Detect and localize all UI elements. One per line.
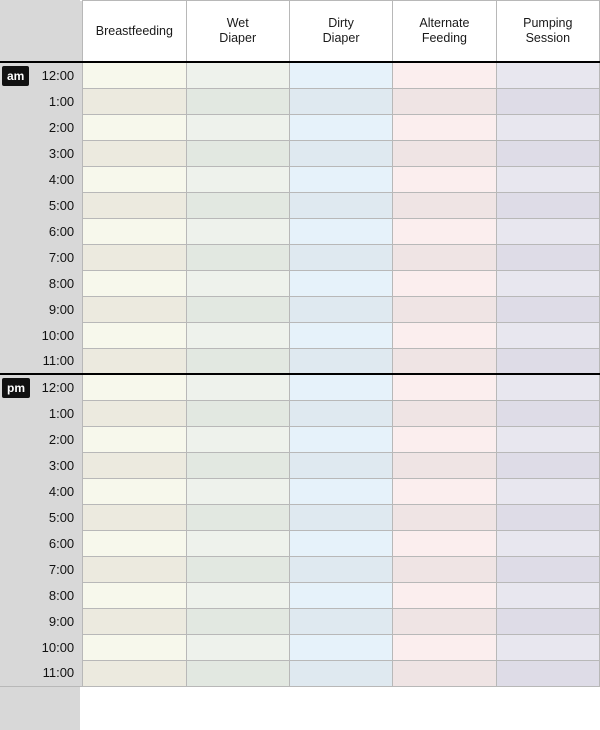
entry-cell-dirty-diaper[interactable] [289, 140, 392, 166]
entry-cell-breastfeeding[interactable] [83, 218, 186, 244]
entry-cell-dirty-diaper[interactable] [289, 556, 392, 582]
period-badge-cell [0, 660, 31, 686]
entry-cell-alternate-feeding[interactable] [393, 322, 496, 348]
entry-cell-dirty-diaper[interactable] [289, 374, 392, 400]
entry-cell-pumping-session[interactable] [496, 140, 599, 166]
period-badge-cell [0, 400, 31, 426]
entry-cell-wet-diaper[interactable] [186, 608, 289, 634]
period-badge-cell [0, 504, 31, 530]
entry-cell-alternate-feeding[interactable] [393, 270, 496, 296]
period-badge: am [2, 66, 29, 86]
entry-cell-wet-diaper[interactable] [186, 88, 289, 114]
entry-cell-wet-diaper[interactable] [186, 556, 289, 582]
entry-cell-alternate-feeding[interactable] [393, 608, 496, 634]
entry-cell-pumping-session[interactable] [496, 62, 599, 88]
entry-cell-wet-diaper[interactable] [186, 62, 289, 88]
entry-cell-breastfeeding[interactable] [83, 452, 186, 478]
period-badge-cell [0, 452, 31, 478]
table-row [0, 374, 600, 400]
entry-cell-pumping-session[interactable] [496, 400, 599, 426]
time-label: 7:00 [31, 244, 83, 270]
period-badge-cell [0, 88, 31, 114]
entry-cell-wet-diaper[interactable] [186, 400, 289, 426]
period-badge-cell [0, 530, 31, 556]
period-badge-cell [0, 348, 31, 374]
entry-cell-breastfeeding[interactable] [83, 88, 186, 114]
entry-cell-dirty-diaper[interactable] [289, 348, 392, 374]
table-row [0, 660, 600, 686]
table-row [0, 400, 600, 426]
table-row [0, 530, 600, 556]
entry-cell-dirty-diaper[interactable] [289, 400, 392, 426]
time-label: 10:00 [31, 322, 83, 348]
table-row [0, 322, 600, 348]
entry-cell-pumping-session[interactable] [496, 426, 599, 452]
time-label: 8:00 [31, 270, 83, 296]
entry-cell-breastfeeding[interactable] [83, 322, 186, 348]
entry-cell-alternate-feeding[interactable] [393, 114, 496, 140]
entry-cell-dirty-diaper[interactable] [289, 530, 392, 556]
entry-cell-dirty-diaper[interactable] [289, 166, 392, 192]
period-badge-cell [0, 634, 31, 660]
entry-cell-alternate-feeding[interactable] [393, 244, 496, 270]
entry-cell-pumping-session[interactable] [496, 634, 599, 660]
entry-cell-dirty-diaper[interactable] [289, 88, 392, 114]
period-badge-cell [0, 322, 31, 348]
entry-cell-breastfeeding[interactable] [83, 504, 186, 530]
period-badge-cell [0, 556, 31, 582]
column-header-breastfeeding-line-1: Breastfeeding [95, 23, 173, 38]
column-header-wet-diaper [186, 1, 289, 63]
entry-cell-pumping-session[interactable] [496, 504, 599, 530]
table-row [0, 218, 600, 244]
entry-cell-alternate-feeding[interactable] [393, 504, 496, 530]
entry-cell-breastfeeding[interactable] [83, 634, 186, 660]
entry-cell-pumping-session[interactable] [496, 218, 599, 244]
table-row [0, 452, 600, 478]
table-row [0, 244, 600, 270]
column-header-wet-diaper-line-1: Wet [226, 16, 249, 30]
entry-cell-breastfeeding[interactable] [83, 140, 186, 166]
header-corner-ampm [0, 1, 31, 63]
entry-cell-pumping-session[interactable] [496, 660, 599, 686]
entry-cell-pumping-session[interactable] [496, 244, 599, 270]
time-label: 4:00 [31, 166, 83, 192]
entry-cell-dirty-diaper[interactable] [289, 270, 392, 296]
time-label: 12:00 [31, 374, 83, 400]
entry-cell-pumping-session[interactable] [496, 270, 599, 296]
time-label: 1:00 [31, 88, 83, 114]
time-label: 9:00 [31, 296, 83, 322]
table-row [0, 270, 600, 296]
entry-cell-wet-diaper[interactable] [186, 426, 289, 452]
time-label: 5:00 [31, 504, 83, 530]
period-badge-cell [0, 218, 31, 244]
entry-cell-alternate-feeding[interactable] [393, 218, 496, 244]
entry-cell-alternate-feeding[interactable] [393, 192, 496, 218]
time-label: 6:00 [31, 218, 83, 244]
entry-cell-pumping-session[interactable] [496, 452, 599, 478]
table-row [0, 296, 600, 322]
table-row [0, 88, 600, 114]
time-label: 11:00 [31, 348, 83, 374]
time-label: 5:00 [31, 192, 83, 218]
period-badge-cell [0, 270, 31, 296]
entry-cell-alternate-feeding[interactable] [393, 530, 496, 556]
entry-cell-wet-diaper[interactable] [186, 270, 289, 296]
time-label: 9:00 [31, 608, 83, 634]
entry-cell-pumping-session[interactable] [496, 192, 599, 218]
table-row [0, 62, 600, 88]
entry-cell-alternate-feeding[interactable] [393, 452, 496, 478]
time-label: 12:00 [31, 62, 83, 88]
time-label: 7:00 [31, 556, 83, 582]
entry-cell-breastfeeding[interactable] [83, 426, 186, 452]
period-badge-cell [0, 426, 31, 452]
column-header-dirty-diaper-line-2: Diaper [322, 31, 360, 45]
entry-cell-pumping-session[interactable] [496, 166, 599, 192]
entry-cell-alternate-feeding[interactable] [393, 296, 496, 322]
entry-cell-breastfeeding[interactable] [83, 608, 186, 634]
entry-cell-wet-diaper[interactable] [186, 530, 289, 556]
entry-cell-wet-diaper[interactable] [186, 244, 289, 270]
period-badge-cell [0, 62, 31, 88]
entry-cell-wet-diaper[interactable] [186, 660, 289, 686]
table-row [0, 608, 600, 634]
entry-cell-dirty-diaper[interactable] [289, 322, 392, 348]
table-row [0, 114, 600, 140]
entry-cell-dirty-diaper[interactable] [289, 634, 392, 660]
entry-cell-breastfeeding[interactable] [83, 114, 186, 140]
table-row [0, 166, 600, 192]
period-badge-cell [0, 374, 31, 400]
entry-cell-dirty-diaper[interactable] [289, 608, 392, 634]
column-header-alternate-feeding [393, 1, 496, 63]
entry-cell-pumping-session[interactable] [496, 374, 599, 400]
entry-cell-breastfeeding[interactable] [83, 296, 186, 322]
entry-cell-breastfeeding[interactable] [83, 530, 186, 556]
entry-cell-breastfeeding[interactable] [83, 660, 186, 686]
table-row [0, 192, 600, 218]
column-header-dirty-diaper-line-1: Dirty [328, 16, 354, 30]
entry-cell-dirty-diaper[interactable] [289, 192, 392, 218]
column-header-wet-diaper-line-2: Diaper [219, 31, 257, 45]
entry-cell-wet-diaper[interactable] [186, 166, 289, 192]
period-badge-cell [0, 582, 31, 608]
header-row [0, 1, 600, 63]
entry-cell-pumping-session[interactable] [496, 348, 599, 374]
entry-cell-breastfeeding[interactable] [83, 192, 186, 218]
period-badge-cell [0, 244, 31, 270]
table-row [0, 582, 600, 608]
table-row [0, 426, 600, 452]
entry-cell-wet-diaper[interactable] [186, 114, 289, 140]
entry-cell-wet-diaper[interactable] [186, 322, 289, 348]
entry-cell-pumping-session[interactable] [496, 88, 599, 114]
entry-cell-breastfeeding[interactable] [83, 166, 186, 192]
entry-cell-alternate-feeding[interactable] [393, 140, 496, 166]
column-header-breastfeeding [83, 1, 186, 63]
entry-cell-wet-diaper[interactable] [186, 218, 289, 244]
period-badge-cell [0, 478, 31, 504]
entry-cell-pumping-session[interactable] [496, 478, 599, 504]
entry-cell-pumping-session[interactable] [496, 530, 599, 556]
entry-cell-alternate-feeding[interactable] [393, 374, 496, 400]
table-row [0, 556, 600, 582]
entry-cell-dirty-diaper[interactable] [289, 426, 392, 452]
entry-cell-alternate-feeding[interactable] [393, 348, 496, 374]
entry-cell-breastfeeding[interactable] [83, 348, 186, 374]
column-header-pumping-session-line-2: Session [525, 31, 571, 45]
time-label: 1:00 [31, 400, 83, 426]
entry-cell-alternate-feeding[interactable] [393, 478, 496, 504]
time-label: 4:00 [31, 478, 83, 504]
entry-cell-wet-diaper[interactable] [186, 582, 289, 608]
entry-cell-pumping-session[interactable] [496, 296, 599, 322]
table-header [0, 1, 600, 63]
table-row [0, 478, 600, 504]
entry-cell-dirty-diaper[interactable] [289, 504, 392, 530]
entry-cell-dirty-diaper[interactable] [289, 218, 392, 244]
entry-cell-wet-diaper[interactable] [186, 504, 289, 530]
period-badge-cell [0, 140, 31, 166]
column-header-pumping-session-line-1: Pumping [523, 16, 573, 30]
entry-cell-dirty-diaper[interactable] [289, 244, 392, 270]
time-label: 10:00 [31, 634, 83, 660]
entry-cell-pumping-session[interactable] [496, 582, 599, 608]
entry-cell-alternate-feeding[interactable] [393, 556, 496, 582]
time-label: 8:00 [31, 582, 83, 608]
entry-cell-wet-diaper[interactable] [186, 452, 289, 478]
entry-cell-dirty-diaper[interactable] [289, 452, 392, 478]
entry-cell-alternate-feeding[interactable] [393, 166, 496, 192]
entry-cell-dirty-diaper[interactable] [289, 114, 392, 140]
entry-cell-alternate-feeding[interactable] [393, 582, 496, 608]
entry-cell-pumping-session[interactable] [496, 556, 599, 582]
time-label: 3:00 [31, 452, 83, 478]
period-badge: pm [2, 378, 30, 398]
time-label: 11:00 [31, 660, 83, 686]
entry-cell-breastfeeding[interactable] [83, 244, 186, 270]
entry-cell-alternate-feeding[interactable] [393, 634, 496, 660]
entry-cell-pumping-session[interactable] [496, 608, 599, 634]
time-label: 2:00 [31, 426, 83, 452]
entry-cell-alternate-feeding[interactable] [393, 62, 496, 88]
time-label: 6:00 [31, 530, 83, 556]
entry-cell-breastfeeding[interactable] [83, 400, 186, 426]
table-row [0, 348, 600, 374]
column-header-alternate-feeding-line-1: Alternate [419, 16, 470, 30]
entry-cell-alternate-feeding[interactable] [393, 426, 496, 452]
entry-cell-wet-diaper[interactable] [186, 374, 289, 400]
table-body [0, 62, 600, 686]
table-row [0, 140, 600, 166]
entry-cell-wet-diaper[interactable] [186, 478, 289, 504]
entry-cell-wet-diaper[interactable] [186, 296, 289, 322]
entry-cell-dirty-diaper[interactable] [289, 582, 392, 608]
entry-cell-alternate-feeding[interactable] [393, 400, 496, 426]
entry-cell-alternate-feeding[interactable] [393, 660, 496, 686]
entry-cell-breastfeeding[interactable] [83, 478, 186, 504]
entry-cell-breastfeeding[interactable] [83, 270, 186, 296]
period-badge-cell [0, 192, 31, 218]
entry-cell-pumping-session[interactable] [496, 114, 599, 140]
time-label: 3:00 [31, 140, 83, 166]
entry-cell-dirty-diaper[interactable] [289, 296, 392, 322]
entry-cell-wet-diaper[interactable] [186, 192, 289, 218]
entry-cell-dirty-diaper[interactable] [289, 660, 392, 686]
column-header-alternate-feeding-line-2: Feeding [421, 31, 468, 45]
entry-cell-breastfeeding[interactable] [83, 582, 186, 608]
table-row [0, 504, 600, 530]
entry-cell-wet-diaper[interactable] [186, 348, 289, 374]
header-corner-time [31, 1, 83, 63]
entry-cell-dirty-diaper[interactable] [289, 478, 392, 504]
entry-cell-breastfeeding[interactable] [83, 556, 186, 582]
period-badge-cell [0, 608, 31, 634]
entry-cell-pumping-session[interactable] [496, 322, 599, 348]
entry-cell-wet-diaper[interactable] [186, 634, 289, 660]
table-row [0, 634, 600, 660]
entry-cell-breastfeeding[interactable] [83, 62, 186, 88]
column-header-dirty-diaper [289, 1, 392, 63]
entry-cell-alternate-feeding[interactable] [393, 88, 496, 114]
period-badge-cell [0, 114, 31, 140]
entry-cell-breastfeeding[interactable] [83, 374, 186, 400]
period-badge-cell [0, 296, 31, 322]
period-badge-cell [0, 166, 31, 192]
column-header-pumping-session [496, 1, 599, 63]
entry-cell-wet-diaper[interactable] [186, 140, 289, 166]
time-label: 2:00 [31, 114, 83, 140]
entry-cell-dirty-diaper[interactable] [289, 62, 392, 88]
